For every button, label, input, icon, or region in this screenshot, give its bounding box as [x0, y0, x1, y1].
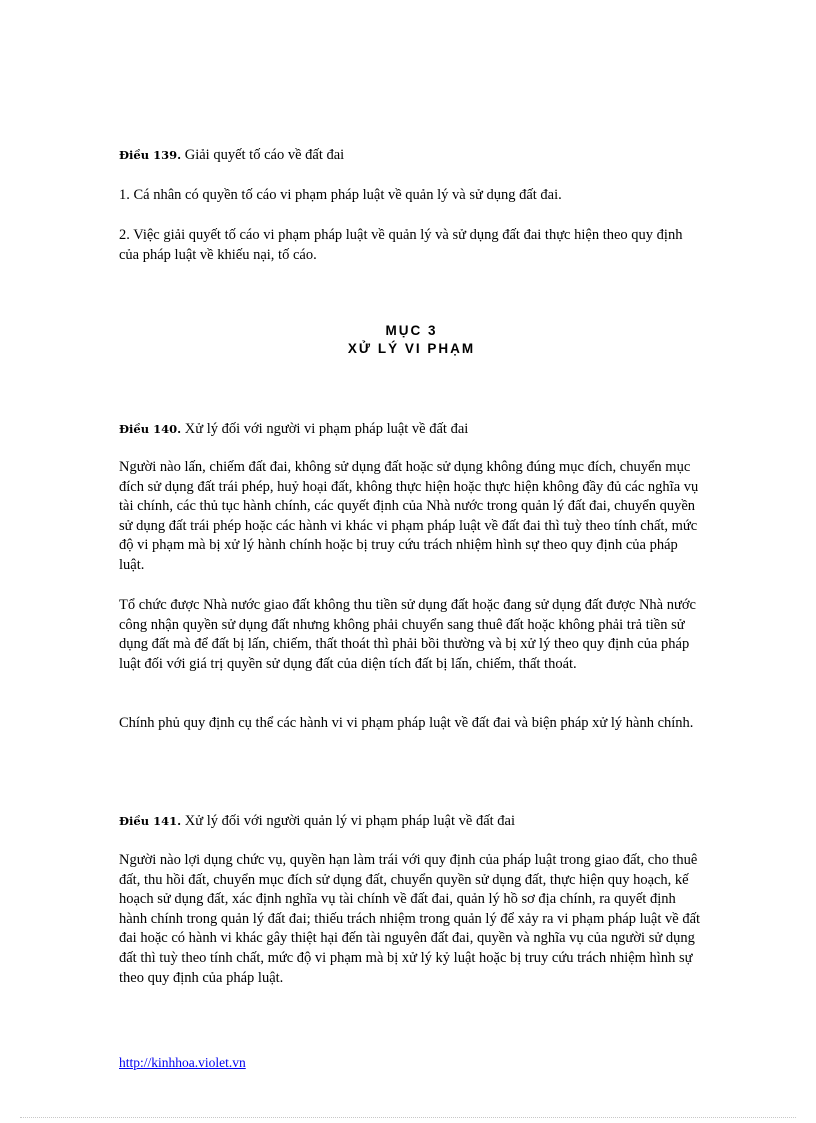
article-140-para-3: Chính phủ quy định cụ thể các hành vi vi phạm pháp luật về đất đai và biện pháp xử lý hành chính. — [119, 715, 694, 731]
article-140-number: Điều 140. — [119, 422, 182, 436]
section-title: XỬ LÝ VI PHẠM — [347, 341, 476, 356]
article-140-title: Xử lý đối với người vi phạm pháp luật về đất đai — [184, 421, 469, 437]
article-141-para-1: Người nào lợi dụng chức vụ, quyền hạn làm trái với quy định của pháp luật trong giao đất, cho thuê đất, thu hồi đất, chuyển mục đích sử dụng đất, chuyển quyền sử dụng đất, thực hiện quy hoạch, kế hoạch sử dụng đất, xác định nghĩa vụ tài chính về đất đai, quản lý hồ sơ địa chính, ra quyết định hành chính trong quản lý đất đai; thiếu trách nhiệm trong quản lý để xảy ra vi phạm pháp luật về đất đai hoặc có hành vi khác gây thiệt hại đến tài nguyên đất đai, quyền và nghĩa vụ của người sử dụng đất thì tuỳ theo tính chất, mức độ vi phạm mà bị xử lý kỷ luật hoặc bị truy cứu trách nhiệm hình sự theo quy định của pháp luật. — [119, 852, 701, 986]
section-heading — [119, 322, 704, 358]
article-139-para-1: 1. Cá nhân có quyền tố cáo vi phạm pháp luật về quản lý và sử dụng đất đai. — [119, 187, 562, 203]
article-139-number: Điều 139. — [119, 148, 182, 162]
article-141-title: Xử lý đối với người quản lý vi phạm pháp luật về đất đai — [184, 813, 516, 829]
article-139-para-2: 2. Việc giải quyết tố cáo vi phạm pháp luật về quản lý và sử dụng đất đai thực hiện theo quy định của pháp luật về khiếu nại, tố cáo. — [119, 227, 683, 263]
article-139-heading — [119, 146, 704, 166]
bottom-rule — [20, 1117, 796, 1118]
article-140-para-1: Người nào lấn, chiếm đất đai, không sử dụng đất hoặc sử dụng không đúng mục đích, chuyển mục đích sử dụng đất trái phép, huỷ hoại đất, không thực hiện hoặc thực hiện không đầy đủ các nghĩa vụ tài chính, các thủ tục hành chính, các quyết định của Nhà nước trong quản lý đất đai, chuyển quyền sử dụng đất trái phép hoặc các hành vi khác vi phạm pháp luật về đất đai thì tuỳ theo tính chất, mức độ vi phạm mà bị xử lý hành chính hoặc bị truy cứu trách nhiệm hình sự theo quy định của pháp luật. — [119, 459, 699, 573]
footer-link[interactable]: http://kinhhoa.violet.vn — [119, 1055, 246, 1070]
article-141-heading — [119, 812, 704, 832]
section-label: MỤC 3 — [385, 323, 438, 338]
article-141-number: Điều 141. — [119, 814, 182, 828]
article-139-title: Giải quyết tố cáo về đất đai — [184, 147, 345, 163]
article-140-heading — [119, 420, 704, 440]
article-140-para-2: Tổ chức được Nhà nước giao đất không thu tiền sử dụng đất hoặc đang sử dụng đất được Nhà nước công nhận quyền sử dụng đất nhưng không phải chuyển sang thuê đất hoặc không phải trả tiền sử dụng đất mà để đất bị lấn, chiếm, thất thoát thì phải bồi thường và bị xử lý theo quy định của pháp luật đối với giá trị quyền sử dụng đất của diện tích đất bị lấn, chiếm, thất thoát. — [119, 597, 696, 672]
